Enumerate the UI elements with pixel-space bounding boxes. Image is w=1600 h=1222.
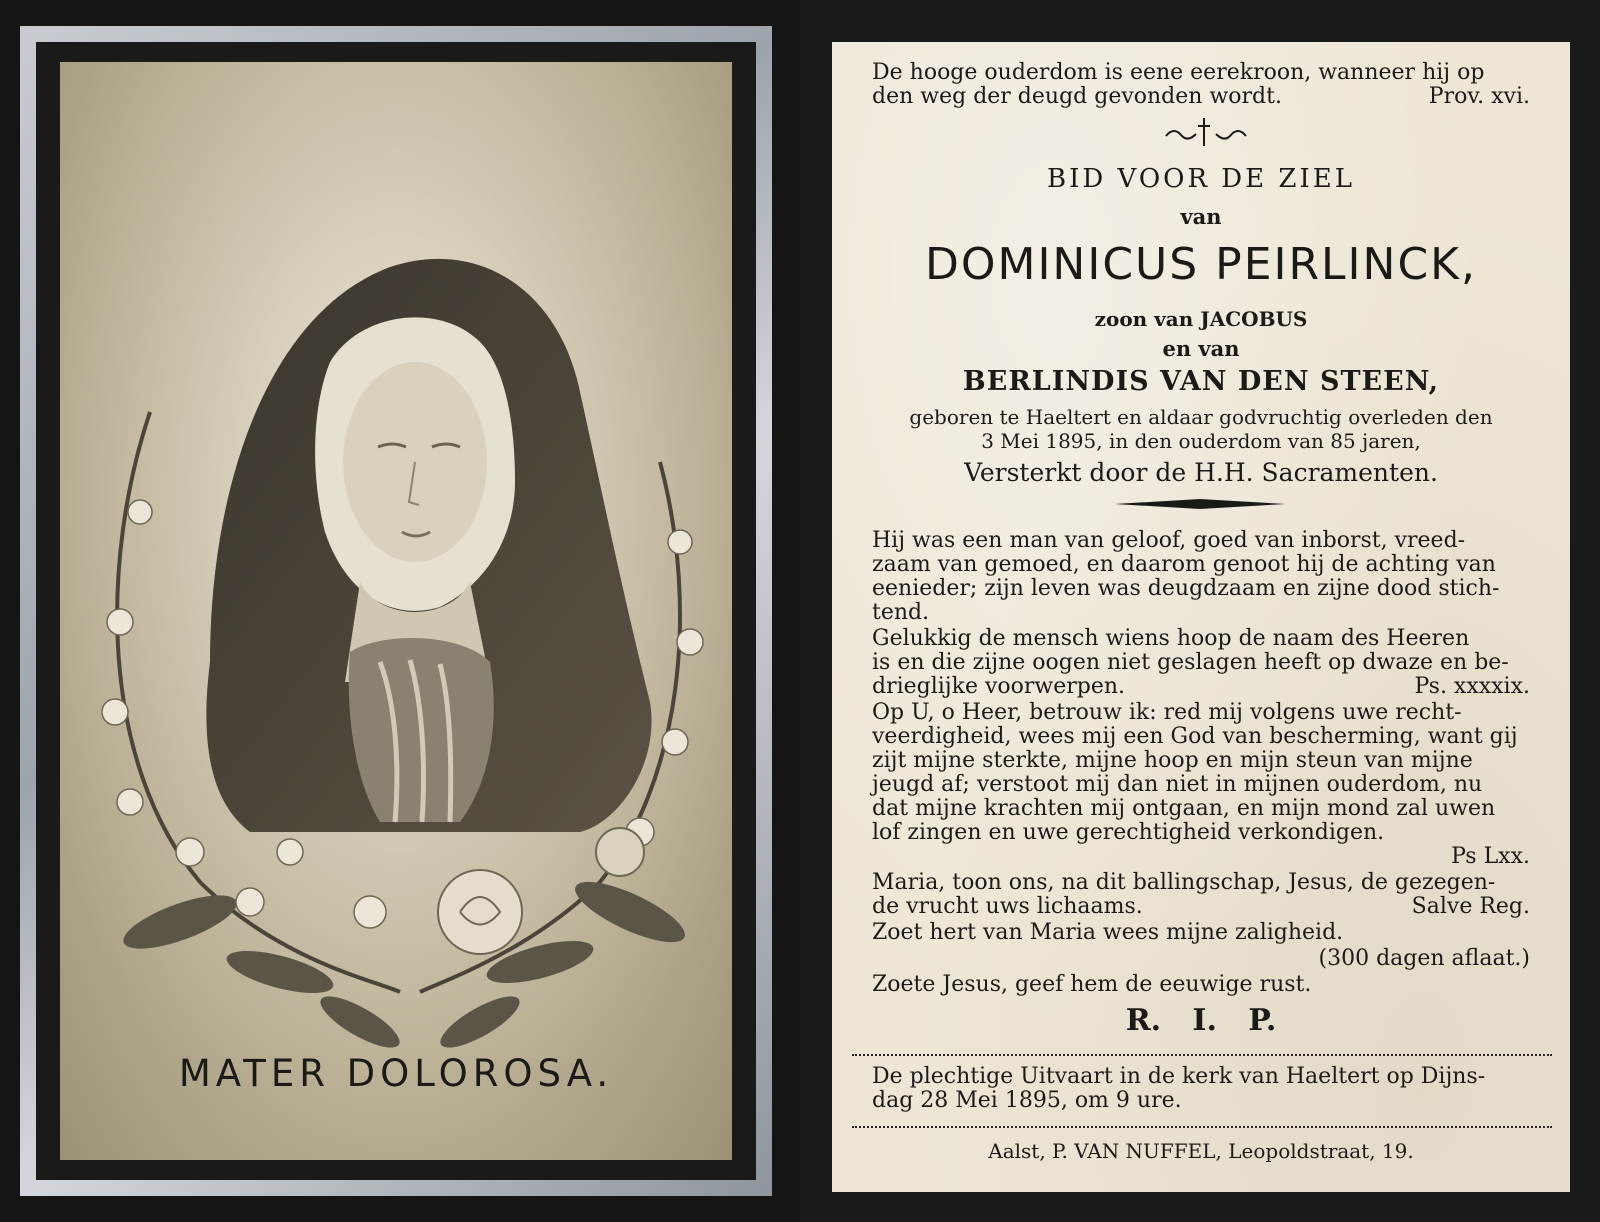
dotted-divider-bottom [852,1126,1552,1128]
en-van-label: en van [1162,336,1240,361]
birth-death-line-2: 3 Mei 1895, in den ouderdom van 85 jaren, [981,429,1421,453]
paragraph-1-line-2: zaam van gemoed, en daarom genoot hij de achting van [872,552,1496,577]
memorial-text-card [832,42,1570,1192]
paragraph-4-reference: Salve Reg. [1411,894,1530,919]
paragraph-3-line-1: Op U, o Heer, betrouw ik: red mij volgens uwe recht- [872,700,1462,725]
paragraph-3-line-6: lof zingen en uwe gerechtigheid verkondigen. [872,820,1385,845]
paragraph-2-line-3-text: drieglijke voorwerpen. [872,674,1126,699]
madonna-illustration [60,62,732,1160]
epigraph-line-2-text: den weg der deugd gevonden wordt. [872,84,1282,109]
paragraph-4-line-2 [872,894,1530,920]
deceased-name: DOMINICUS PEIRLINCK, [924,239,1478,290]
rip-line: R. I. P. [1125,1003,1277,1038]
paragraph-2-line-1: Gelukkig de mensch wiens hoop de naam des Heeren [872,626,1470,651]
epigraph-line-1: De hooge ouderdom is eene eerekroon, wanneer hij op [872,60,1485,85]
paragraph-1-line-3: eenieder; zijn leven was deugdzaam en zijne dood stich- [872,576,1500,601]
printer-imprint: Aalst, P. VAN NUFFEL, Leopoldstraat, 19. [988,1139,1414,1163]
paragraph-3-line-5: dat mijne krachten mij ontgaan, en mijn mond zal uwen [872,796,1496,821]
funeral-line-1: De plechtige Uitvaart in de kerk van Haeltert op Dijns- [872,1064,1486,1089]
paragraph-5-line: Zoet hert van Maria wees mijne zaligheid. [872,920,1344,945]
paragraph-3-line-2: veerdigheid, wees mij een God van bescherming, want gij [872,724,1518,749]
devotional-picture [60,62,732,1160]
picture-caption: MATER DOLOROSA. [178,1052,614,1095]
funeral-line-2: dag 28 Mei 1895, om 9 ure. [872,1088,1182,1113]
paragraph-3-reference: Ps Lxx. [1451,844,1530,869]
birth-death-line-1: geboren te Haeltert en aldaar godvruchtig overleden den [909,405,1493,429]
paragraph-2-line-3 [872,674,1530,700]
paragraph-3-line-4: jeugd af; verstoot mij dan niet in mijnen ouderdom, nu [872,772,1483,797]
cross-ornament-icon [1156,114,1256,150]
sacraments-line: Versterkt door de H.H. Sacramenten. [964,458,1438,487]
divider-ornament-icon [1110,496,1290,512]
paragraph-1-line-4: tend. [872,600,930,625]
mother-name: BERLINDIS VAN DEN STEEN, [962,366,1440,397]
dotted-divider-top [852,1054,1552,1056]
indulgence-note: (300 dagen aflaat.) [1318,946,1530,971]
paragraph-2-line-2: is en die zijne oogen niet geslagen heeft op dwaze en be- [872,650,1509,675]
paragraph-3-line-3: zijt mijne sterkte, mijne hoop en mijn steun van mijne [872,748,1473,773]
paragraph-6-line: Zoete Jesus, geef hem de eeuwige rust. [872,972,1312,997]
paragraph-4-line-1: Maria, toon ons, na dit ballingschap, Jesus, de gezegen- [872,870,1496,895]
paragraph-1-line-1: Hij was een man van geloof, goed van inborst, vreed- [872,528,1466,553]
paragraph-4-line-2-text: de vrucht uws lichaams. [872,894,1143,919]
epigraph-line-2 [872,84,1530,110]
epigraph-reference: Prov. xvi. [1428,84,1530,109]
paragraph-2-reference: Ps. xxxxix. [1414,674,1530,699]
father-line: zoon van JACOBUS [1094,307,1308,331]
van-label: van [1180,204,1222,229]
prayer-heading: BID VOOR DE ZIEL [1047,164,1355,194]
